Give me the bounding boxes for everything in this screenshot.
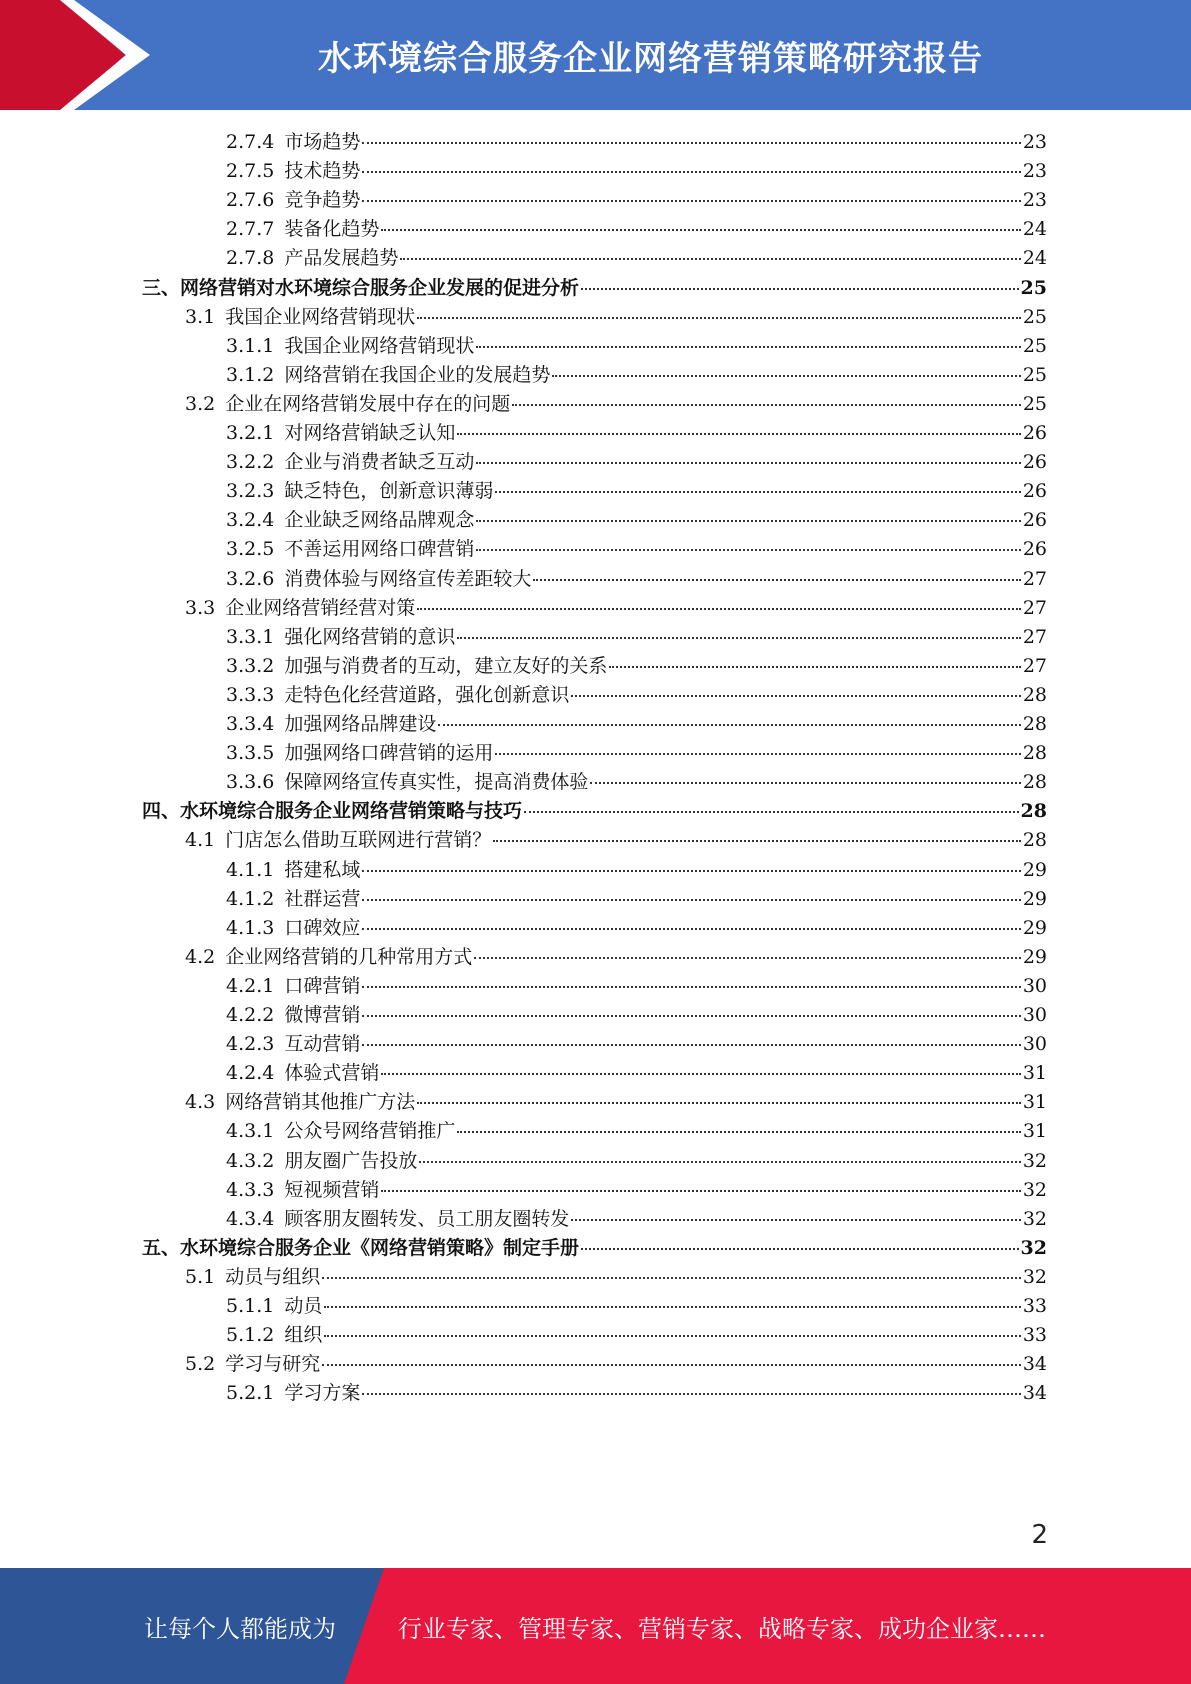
toc-entry[interactable] bbox=[142, 273, 1047, 304]
toc-dot-leader bbox=[524, 811, 1019, 813]
toc-dot-leader bbox=[362, 928, 1020, 930]
toc-entry-page: 23 bbox=[1022, 131, 1047, 153]
toc-entry-page: 29 bbox=[1022, 916, 1047, 939]
toc-dot-leader bbox=[362, 200, 1020, 202]
toc-entry-title: 我国企业网络营销现状 bbox=[225, 305, 416, 328]
toc-entry-number: 5.1.1 bbox=[226, 1295, 275, 1317]
toc-entry-title: 企业与消费者缺乏互动 bbox=[284, 451, 475, 474]
toc-entry-number: 4.1.3 bbox=[226, 916, 275, 939]
toc-entry-number: 3.3.3 bbox=[226, 683, 275, 706]
toc-entry[interactable] bbox=[226, 127, 1047, 158]
toc-entry-number: 2.7.4 bbox=[226, 131, 275, 153]
toc-entry-title: 微博营销 bbox=[284, 1004, 361, 1026]
toc-dot-leader bbox=[493, 840, 1021, 842]
toc-entry-page: 25 bbox=[1022, 392, 1047, 415]
toc-entry[interactable] bbox=[226, 1291, 1047, 1322]
toc-entry-title: 门店怎么借助互联网进行营销？ bbox=[225, 829, 492, 852]
toc-entry-page: 28 bbox=[1022, 683, 1047, 706]
toc-entry[interactable] bbox=[226, 331, 1047, 362]
toc-dot-leader bbox=[417, 608, 1021, 610]
toc-entry-number: 3.3.5 bbox=[226, 742, 275, 765]
toc-entry-title: 动员 bbox=[284, 1295, 323, 1317]
toc-entry-page: 25 bbox=[1022, 334, 1047, 357]
toc-dot-leader bbox=[362, 1015, 1020, 1017]
toc-entry[interactable] bbox=[226, 913, 1047, 944]
toc-entry[interactable] bbox=[185, 942, 1047, 973]
toc-entry[interactable] bbox=[226, 1058, 1047, 1089]
toc-entry[interactable] bbox=[226, 1116, 1047, 1147]
toc-dot-leader bbox=[438, 724, 1020, 726]
toc-entry-title: 不善运用网络口碑营销 bbox=[284, 538, 475, 561]
toc-entry-title: 加强与消费者的互动，建立友好的关系 bbox=[284, 654, 608, 677]
toc-entry-page: 28 bbox=[1022, 742, 1047, 765]
report-title: 水环境综合服务企业网络营销策略研究报告 bbox=[318, 38, 983, 79]
toc-dot-leader bbox=[533, 579, 1020, 581]
toc-entry-title: 三、网络营销对水环境综合服务企业发展的促进分析 bbox=[142, 276, 580, 299]
toc-entry[interactable] bbox=[142, 796, 1047, 827]
page-number: 2 bbox=[1031, 1520, 1048, 1550]
toc-entry[interactable] bbox=[185, 1262, 1047, 1293]
toc-dot-leader bbox=[571, 1219, 1020, 1221]
toc-entry-page: 28 bbox=[1022, 771, 1047, 794]
toc-entry-title: 产品发展趋势 bbox=[284, 247, 399, 270]
toc-entry-title: 口碑营销 bbox=[284, 974, 361, 997]
toc-entry-page: 30 bbox=[1022, 1033, 1047, 1056]
toc-entry-number: 2.7.8 bbox=[226, 247, 275, 270]
toc-dot-leader bbox=[362, 870, 1020, 872]
toc-entry[interactable] bbox=[185, 1087, 1047, 1118]
toc-dot-leader bbox=[324, 1306, 1020, 1308]
toc-dot-leader bbox=[381, 1073, 1020, 1075]
toc-dot-leader bbox=[581, 1248, 1019, 1250]
toc-entry-page: 34 bbox=[1022, 1382, 1047, 1405]
toc-dot-leader bbox=[457, 637, 1020, 639]
toc-entry-title: 网络营销在我国企业的发展趋势 bbox=[284, 363, 551, 386]
toc-entry-title: 五、水环境综合服务企业《网络营销策略》制定手册 bbox=[142, 1236, 580, 1259]
toc-entry-number: 4.3.3 bbox=[226, 1178, 275, 1201]
toc-entry[interactable] bbox=[185, 1349, 1047, 1380]
toc-entry-page: 28 bbox=[1022, 829, 1047, 852]
toc-entry-page: 27 bbox=[1022, 567, 1047, 590]
toc-entry[interactable] bbox=[226, 1175, 1047, 1206]
toc-entry-page: 26 bbox=[1022, 422, 1047, 444]
toc-entry-title: 缺乏特色，创新意识薄弱 bbox=[284, 480, 494, 503]
toc-entry-number: 5.2 bbox=[185, 1353, 216, 1376]
toc-entry-page: 32 bbox=[1020, 1236, 1047, 1259]
toc-entry[interactable] bbox=[226, 564, 1047, 595]
toc-entry[interactable] bbox=[226, 651, 1047, 682]
toc-dot-leader bbox=[552, 375, 1020, 377]
toc-entry-page: 31 bbox=[1022, 1091, 1047, 1114]
toc-entry-page: 30 bbox=[1022, 974, 1047, 997]
toc-entry-title: 短视频营销 bbox=[284, 1178, 380, 1201]
toc-dot-leader bbox=[322, 1277, 1021, 1279]
toc-dot-leader bbox=[362, 1044, 1020, 1046]
toc-dot-leader bbox=[609, 666, 1020, 668]
toc-dot-leader bbox=[362, 986, 1020, 988]
toc-entry-number: 3.2 bbox=[185, 392, 216, 415]
toc-entry[interactable] bbox=[226, 884, 1047, 915]
toc-dot-leader bbox=[590, 782, 1020, 784]
toc-entry-title: 互动营销 bbox=[284, 1033, 361, 1056]
toc-entry-number: 2.7.7 bbox=[226, 218, 275, 241]
toc-entry[interactable] bbox=[226, 156, 1047, 187]
toc-entry-number: 3.3.4 bbox=[226, 713, 275, 735]
toc-dot-leader bbox=[417, 1102, 1021, 1104]
toc-entry-page: 25 bbox=[1022, 363, 1047, 386]
footer-slogan-right: 行业专家、管理专家、营销专家、战略专家、成功企业家…… bbox=[398, 1614, 1046, 1643]
toc-entry-number: 5.1 bbox=[185, 1265, 216, 1288]
toc-entry[interactable] bbox=[226, 185, 1047, 216]
toc-entry-page: 32 bbox=[1022, 1178, 1047, 1201]
toc-entry-title: 技术趋势 bbox=[284, 160, 361, 183]
toc-entry-number: 3.3.1 bbox=[226, 625, 275, 648]
toc-dot-leader bbox=[457, 433, 1020, 435]
toc-entry-number: 4.3.2 bbox=[226, 1149, 275, 1172]
toc-entry-page: 26 bbox=[1022, 509, 1047, 532]
toc-entry-title: 装备化趋势 bbox=[284, 218, 380, 241]
toc-entry[interactable] bbox=[185, 389, 1047, 420]
toc-entry-title: 加强网络口碑营销的运用 bbox=[284, 742, 494, 765]
toc-entry-page: 26 bbox=[1022, 480, 1047, 503]
toc-entry-number: 4.2.1 bbox=[226, 974, 275, 997]
toc-entry-page: 29 bbox=[1022, 858, 1047, 881]
toc-entry[interactable] bbox=[226, 767, 1047, 798]
toc-entry-title: 口碑效应 bbox=[284, 916, 361, 939]
toc-entry-title: 竞争趋势 bbox=[284, 189, 361, 212]
toc-entry-page: 27 bbox=[1022, 596, 1047, 619]
toc-entry-page: 32 bbox=[1022, 1149, 1047, 1172]
toc-entry-number: 4.1 bbox=[185, 829, 216, 852]
toc-entry-title: 社群运营 bbox=[284, 887, 361, 910]
toc-entry-number: 2.7.5 bbox=[226, 160, 275, 183]
toc-entry-page: 25 bbox=[1022, 305, 1047, 328]
toc-entry-number: 2.7.6 bbox=[226, 189, 275, 212]
toc-entry-page: 24 bbox=[1022, 218, 1047, 241]
toc-entry-number: 3.3.6 bbox=[226, 771, 275, 794]
toc-dot-leader bbox=[400, 258, 1020, 260]
toc-entry[interactable] bbox=[226, 1146, 1047, 1177]
toc-entry-title: 对网络营销缺乏认知 bbox=[284, 422, 456, 444]
toc-entry-page: 33 bbox=[1022, 1295, 1047, 1317]
toc-dot-leader bbox=[476, 462, 1020, 464]
toc-dot-leader bbox=[476, 520, 1020, 522]
toc-dot-leader bbox=[581, 288, 1019, 290]
toc-dot-leader bbox=[571, 695, 1020, 697]
toc-entry-title: 学习方案 bbox=[284, 1382, 361, 1405]
toc-entry-title: 我国企业网络营销现状 bbox=[284, 334, 475, 357]
toc-entry[interactable] bbox=[226, 476, 1047, 507]
toc-entry-page: 31 bbox=[1022, 1120, 1047, 1143]
toc-entry-title: 顾客朋友圈转发、员工朋友圈转发 bbox=[284, 1207, 570, 1230]
toc-entry[interactable] bbox=[226, 738, 1047, 769]
toc-entry-number: 4.3 bbox=[185, 1091, 216, 1114]
toc-entry-page: 31 bbox=[1022, 1062, 1047, 1085]
toc-entry-page: 27 bbox=[1022, 625, 1047, 648]
toc-entry-title: 体验式营销 bbox=[284, 1062, 380, 1085]
toc-entry[interactable] bbox=[226, 1378, 1047, 1409]
toc-dot-leader bbox=[417, 317, 1021, 319]
toc-entry[interactable] bbox=[226, 709, 1047, 740]
toc-entry-title: 走特色化经营道路，强化创新意识 bbox=[284, 683, 570, 706]
toc-entry-number: 3.3 bbox=[185, 596, 216, 619]
toc-entry-number: 3.1.1 bbox=[226, 334, 275, 357]
toc-dot-leader bbox=[322, 1364, 1021, 1366]
toc-entry-page: 30 bbox=[1022, 1004, 1047, 1026]
toc-entry-page: 25 bbox=[1020, 276, 1047, 299]
toc-entry-title: 企业网络营销经营对策 bbox=[225, 596, 416, 619]
toc-entry[interactable] bbox=[185, 593, 1047, 624]
toc-dot-leader bbox=[495, 753, 1020, 755]
toc-entry-title: 市场趋势 bbox=[284, 131, 361, 153]
toc-entry-title: 学习与研究 bbox=[225, 1353, 321, 1376]
toc-entry-page: 34 bbox=[1022, 1353, 1047, 1376]
toc-entry-page: 23 bbox=[1022, 189, 1047, 212]
toc-dot-leader bbox=[512, 404, 1021, 406]
toc-entry-page: 32 bbox=[1022, 1265, 1047, 1288]
toc-dot-leader bbox=[362, 899, 1020, 901]
toc-entry[interactable] bbox=[226, 243, 1047, 274]
toc-entry-number: 4.3.1 bbox=[226, 1120, 275, 1143]
toc-entry[interactable] bbox=[226, 534, 1047, 565]
toc-entry-page: 28 bbox=[1022, 713, 1047, 735]
toc-entry-number: 4.1.1 bbox=[226, 858, 275, 881]
header-banner bbox=[0, 0, 1191, 110]
toc-dot-leader bbox=[474, 957, 1021, 959]
toc-entry-title: 消费体验与网络宣传差距较大 bbox=[284, 567, 532, 590]
toc-entry-page: 23 bbox=[1022, 160, 1047, 183]
toc-entry-page: 29 bbox=[1022, 945, 1047, 968]
toc-dot-leader bbox=[495, 491, 1020, 493]
toc-entry-number: 3.2.2 bbox=[226, 451, 275, 474]
toc-entry-number: 3.1 bbox=[185, 305, 216, 328]
toc-entry-page: 26 bbox=[1022, 538, 1047, 561]
toc-entry-title: 企业在网络营销发展中存在的问题 bbox=[225, 392, 511, 415]
footer-slogan-left: 让每个人都能成为 bbox=[144, 1614, 336, 1643]
toc-entry[interactable] bbox=[226, 1204, 1047, 1235]
toc-entry[interactable] bbox=[226, 1000, 1047, 1031]
toc-entry[interactable] bbox=[226, 418, 1047, 449]
toc-dot-leader bbox=[362, 142, 1020, 144]
toc-entry-title: 组织 bbox=[284, 1324, 323, 1347]
toc-entry-number: 3.2.3 bbox=[226, 480, 275, 503]
toc-entry-title: 企业缺乏网络品牌观念 bbox=[284, 509, 475, 532]
toc-dot-leader bbox=[381, 229, 1020, 231]
toc-entry-number: 3.2.6 bbox=[226, 567, 275, 590]
toc-entry[interactable] bbox=[226, 680, 1047, 711]
toc-entry[interactable] bbox=[185, 302, 1047, 333]
toc-entry-title: 加强网络品牌建设 bbox=[284, 713, 437, 735]
toc-entry[interactable] bbox=[226, 855, 1047, 886]
toc-entry-title: 强化网络营销的意识 bbox=[284, 625, 456, 648]
toc-entry-page: 28 bbox=[1020, 800, 1047, 823]
toc-entry-number: 4.1.2 bbox=[226, 887, 275, 910]
toc-entry-title: 公众号网络营销推广 bbox=[284, 1120, 456, 1143]
toc-entry[interactable] bbox=[142, 1233, 1047, 1264]
toc-entry-title: 动员与组织 bbox=[225, 1265, 321, 1288]
toc-dot-leader bbox=[419, 1161, 1020, 1163]
toc-entry-title: 四、水环境综合服务企业网络营销策略与技巧 bbox=[142, 800, 523, 823]
toc-entry-number: 5.1.2 bbox=[226, 1324, 275, 1347]
toc-entry[interactable] bbox=[185, 825, 1047, 856]
toc-entry-page: 24 bbox=[1022, 247, 1047, 270]
toc-entry-title: 网络营销其他推广方法 bbox=[225, 1091, 416, 1114]
toc-entry-page: 33 bbox=[1022, 1324, 1047, 1347]
toc-dot-leader bbox=[476, 549, 1020, 551]
toc-entry[interactable] bbox=[226, 1320, 1047, 1351]
toc-entry-page: 27 bbox=[1022, 654, 1047, 677]
toc-entry-number: 4.2.3 bbox=[226, 1033, 275, 1056]
toc-dot-leader bbox=[476, 346, 1020, 348]
toc-entry-number: 3.1.2 bbox=[226, 363, 275, 386]
toc-dot-leader bbox=[362, 1393, 1020, 1395]
toc-entry-page: 26 bbox=[1022, 451, 1047, 474]
toc-entry[interactable] bbox=[226, 505, 1047, 536]
header-red-arrow bbox=[0, 0, 125, 110]
toc-entry-number: 4.2.4 bbox=[226, 1062, 275, 1085]
toc-entry-number: 3.2.4 bbox=[226, 509, 275, 532]
toc-dot-leader bbox=[324, 1335, 1020, 1337]
toc-entry-number: 3.2.1 bbox=[226, 422, 275, 444]
toc-entry[interactable] bbox=[226, 360, 1047, 391]
footer-banner bbox=[0, 1568, 1191, 1684]
toc-entry-title: 企业网络营销的几种常用方式 bbox=[225, 945, 473, 968]
toc-entry[interactable] bbox=[226, 214, 1047, 245]
toc-dot-leader bbox=[457, 1131, 1020, 1133]
toc-entry-page: 32 bbox=[1022, 1207, 1047, 1230]
toc-entry[interactable] bbox=[226, 447, 1047, 478]
toc-entry-number: 3.3.2 bbox=[226, 654, 275, 677]
toc-entry-number: 4.3.4 bbox=[226, 1207, 275, 1230]
toc-entry-title: 保障网络宣传真实性，提高消费体验 bbox=[284, 771, 589, 794]
toc-entry-number: 4.2 bbox=[185, 945, 216, 968]
toc-entry[interactable] bbox=[226, 971, 1047, 1002]
toc-dot-leader bbox=[381, 1190, 1020, 1192]
toc-entry[interactable] bbox=[226, 622, 1047, 653]
toc-entry-number: 3.2.5 bbox=[226, 538, 275, 561]
toc-dot-leader bbox=[362, 171, 1020, 173]
toc-entry[interactable] bbox=[226, 1029, 1047, 1060]
toc-entry-number: 4.2.2 bbox=[226, 1004, 275, 1026]
toc-entry-number: 5.2.1 bbox=[226, 1382, 275, 1405]
toc-entry-page: 29 bbox=[1022, 887, 1047, 910]
toc-entry-title: 搭建私域 bbox=[284, 858, 361, 881]
toc-entry-title: 朋友圈广告投放 bbox=[284, 1149, 418, 1172]
